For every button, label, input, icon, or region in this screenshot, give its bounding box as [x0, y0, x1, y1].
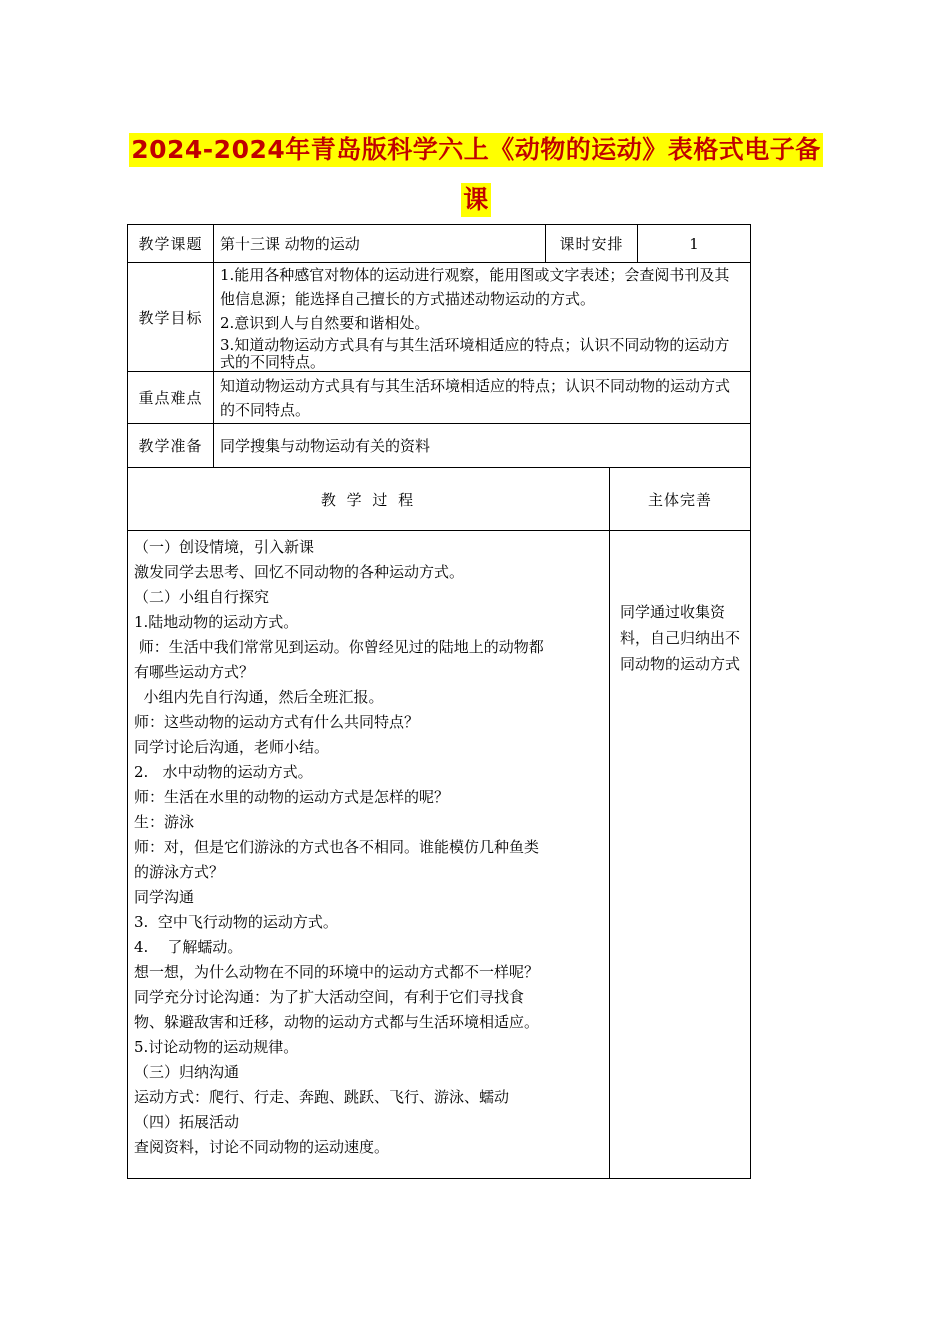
process-line: 师：生活在水里的动物的运动方式是怎样的呢？: [134, 788, 450, 806]
goal-item-2: 2.意识到人与自然要和谐相处。: [220, 314, 430, 332]
document-title-line-2: [126, 183, 826, 217]
side-note: 同学通过收集资料，自己归纳出不同动物的运动方式: [610, 531, 751, 1179]
goal-item-1: 1.能用各种感官对物体的运动进行观察，能用图或文字表述；会查阅书刊及其他信息源；能选择自己擅长的方式描述动物运动的方式。: [220, 266, 730, 308]
process-line: 师：对，但是它们游泳的方式也各不相同。谁能模仿几种鱼类: [134, 838, 540, 856]
topic-row: [128, 225, 751, 263]
document-title-text-2: 课: [461, 183, 491, 217]
goals-row: [128, 263, 751, 372]
topic-label: 教学课题: [128, 225, 214, 263]
document-title-line-1: [126, 133, 826, 167]
hours-value: 1: [638, 225, 751, 263]
process-line: （三）归纳沟通: [134, 1063, 240, 1081]
process-line: 4. 了解蠕动。: [134, 938, 243, 956]
process-header: 教 学 过 程: [128, 468, 610, 531]
process-line: （四）拓展活动: [134, 1113, 240, 1131]
side-header: 主体完善: [610, 468, 751, 531]
process-line: 同学沟通: [134, 888, 195, 906]
preparation-row: [128, 424, 751, 468]
process-line: 运动方式：爬行、行走、奔跑、跳跃、飞行、游泳、蠕动: [134, 1088, 510, 1106]
preparation-label: 教学准备: [128, 424, 214, 468]
preparation-content: 同学搜集与动物运动有关的资料: [214, 424, 751, 468]
topic-value: 第十三课 动物的运动: [214, 225, 546, 263]
process-line: 有哪些运动方式？: [134, 663, 255, 681]
process-header-row: [128, 468, 751, 531]
process-line: 师：生活中我们常常见到运动。你曾经见过的陆地上的动物都: [134, 638, 544, 656]
process-content: [128, 531, 610, 1179]
goal-item-3: 3.知道动物运动方式具有与其生活环境相适应的特点；认识不同动物的运动方式的不同特点。: [220, 336, 730, 371]
process-line: 师：这些动物的运动方式有什么共同特点？: [134, 713, 420, 731]
goals-label: 教学目标: [128, 263, 214, 372]
key-points-content: 知道动物运动方式具有与其生活环境相适应的特点；认识不同动物的运动方式的不同特点。: [214, 372, 751, 424]
process-line: 查阅资料，讨论不同动物的运动速度。: [134, 1138, 390, 1156]
process-line: 同学讨论后沟通，老师小结。: [134, 738, 330, 756]
process-line: 物、躲避敌害和迁移，动物的运动方式都与生活环境相适应。: [134, 1013, 540, 1031]
key-points-label: 重点难点: [128, 372, 214, 424]
process-line: 的游泳方式？: [134, 863, 225, 881]
process-line: （一）创设情境，引入新课: [134, 538, 315, 556]
process-line: 生：游泳: [134, 813, 195, 831]
document-title-text-1: 2024-2024年青岛版科学六上《动物的运动》表格式电子备: [129, 133, 823, 167]
process-row: [128, 531, 751, 1179]
process-line: 激发同学去思考、回忆不同动物的各种运动方式。: [134, 563, 465, 581]
process-line: 5.讨论动物的运动规律。: [134, 1038, 299, 1056]
process-line: 同学充分讨论沟通：为了扩大活动空间，有利于它们寻找食: [134, 988, 525, 1006]
process-line: 想一想，为什么动物在不同的环境中的运动方式都不一样呢？: [134, 963, 540, 981]
goals-content: [214, 263, 751, 372]
process-line: （二）小组自行探究: [134, 588, 270, 606]
key-points-row: [128, 372, 751, 424]
process-line: 3. 空中飞行动物的运动方式。: [134, 913, 338, 931]
hours-label: 课时安排: [546, 225, 638, 263]
lesson-plan-table: [127, 224, 751, 1179]
process-line: 2. 水中动物的运动方式。: [134, 763, 313, 781]
process-line: 1.陆地动物的运动方式。: [134, 613, 299, 631]
process-line: 小组内先自行沟通，然后全班汇报。: [134, 688, 384, 706]
